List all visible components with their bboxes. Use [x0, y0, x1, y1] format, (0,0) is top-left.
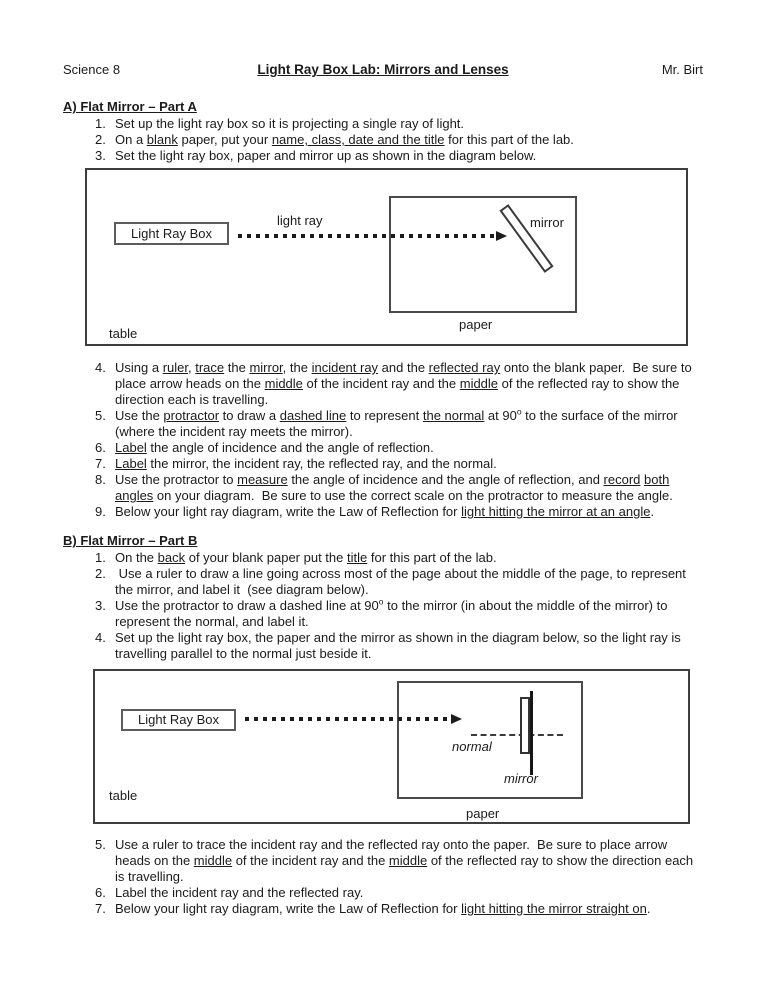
diagram-part-b	[93, 669, 690, 824]
course-label: Science 8	[63, 62, 121, 77]
item-text: Below your light ray diagram, write the Law of Reflection for light hitting the mirror straight on.	[115, 901, 651, 916]
section-a-steps-4-9	[63, 360, 703, 520]
item-number: 6.	[95, 440, 106, 455]
list-item	[63, 360, 703, 408]
light-ray-label: light ray	[277, 213, 323, 228]
item-text: Label the angle of incidence and the angle of reflection.	[115, 440, 434, 455]
item-number: 4.	[95, 630, 106, 645]
list-item	[63, 837, 703, 885]
item-text: On a blank paper, put your name, class, date and the title for this part of the lab.	[115, 132, 574, 147]
list-item	[63, 566, 703, 598]
list-item	[63, 440, 703, 456]
item-text: Use the protractor to draw a dashed line at 90$^o$ to the mirror (in about the middle of the mirror) to represent the normal, and label it.	[115, 596, 668, 629]
mirror-label: mirror	[530, 215, 564, 230]
mirror-label: mirror	[504, 771, 538, 786]
item-number: 7.	[95, 901, 106, 916]
item-text: Using a ruler, trace the mirror, the incident ray and the reflected ray onto the blank paper. Be sure to place arrow heads on the middle of the incident ray and the middle of the reflected ray to show the direction each is travelling.	[115, 360, 692, 407]
list-item	[63, 630, 703, 662]
item-text: Use the protractor to measure the angle of incidence and the angle of reflection, and record both angles on your diagram. Be sure to use the correct scale on the protractor to measure the angle.	[115, 472, 673, 503]
section-a-steps-1-3	[63, 116, 703, 164]
mirror-shape	[520, 697, 530, 754]
item-number: 5.	[95, 408, 106, 423]
list-item	[63, 550, 703, 566]
paper-outline	[389, 196, 577, 313]
item-number: 3.	[95, 148, 106, 163]
section-b-steps-5-7	[63, 837, 703, 917]
light-ray-box: Light Ray Box	[114, 222, 229, 245]
item-number: 6.	[95, 885, 106, 900]
item-text: Set up the light ray box so it is projecting a single ray of light.	[115, 116, 465, 131]
diagram-part-a	[85, 168, 688, 346]
item-text: Set the light ray box, paper and mirror up as shown in the diagram below.	[115, 148, 537, 163]
item-number: 4.	[95, 360, 106, 375]
paper-label: paper	[459, 317, 493, 332]
item-text: Set up the light ray box, the paper and the mirror as shown in the diagram below, so the light ray is travelling parallel to the normal just beside it.	[115, 630, 681, 661]
item-number: 7.	[95, 456, 106, 471]
list-item	[63, 504, 703, 520]
item-number: 3.	[95, 598, 106, 613]
page-title: Light Ray Box Lab: Mirrors and Lenses	[257, 62, 509, 77]
item-text: Label the incident ray and the reflected ray.	[115, 885, 364, 900]
item-number: 2.	[95, 566, 106, 581]
list-item	[63, 472, 703, 504]
item-text: Label the mirror, the incident ray, the reflected ray, and the normal.	[115, 456, 497, 471]
list-item	[63, 116, 703, 132]
normal-label: normal	[452, 739, 492, 754]
mirror-traced-line	[530, 691, 533, 775]
item-number: 8.	[95, 472, 106, 487]
table-label: table	[109, 326, 138, 341]
item-text: On the back of your blank paper put the title for this part of the lab.	[115, 550, 497, 565]
list-item	[63, 408, 703, 440]
item-text: Use a ruler to draw a line going across most of the page about the middle of the page, to represent the mirror, and label it (see diagram below).	[115, 566, 686, 597]
normal-dashed-line	[471, 734, 563, 736]
arrowhead-icon	[496, 231, 507, 241]
paper-label: paper	[466, 806, 500, 821]
arrowhead-icon	[451, 714, 462, 724]
list-item	[63, 132, 703, 148]
item-text: Use a ruler to trace the incident ray and the reflected ray onto the paper. Be sure to place arrow heads on the middle of the incident ray and the middle of the reflected ray to show the direction each is travelling.	[115, 837, 694, 884]
list-item	[63, 456, 703, 472]
section-b-heading: B) Flat Mirror – Part B	[63, 533, 198, 548]
light-ray-dotted-line	[245, 717, 451, 721]
item-number: 9.	[95, 504, 106, 519]
light-ray-box: Light Ray Box	[121, 709, 236, 731]
item-text: Use the protractor to draw a dashed line to represent the normal at 90$^o$ to the surface of the mirror (where the incident ray meets the mirror).	[115, 406, 678, 439]
document-header	[63, 62, 703, 78]
item-number: 1.	[95, 116, 106, 131]
list-item	[63, 885, 703, 901]
list-item	[63, 901, 703, 917]
section-b-steps-1-4	[63, 550, 703, 662]
light-ray-dotted-line	[238, 234, 496, 238]
item-number: 2.	[95, 132, 106, 147]
list-item	[63, 148, 703, 164]
list-item	[63, 598, 703, 630]
item-text: Below your light ray diagram, write the Law of Reflection for light hitting the mirror at an angle.	[115, 504, 655, 519]
item-number: 1.	[95, 550, 106, 565]
teacher-name: Mr. Birt	[661, 62, 703, 77]
item-number: 5.	[95, 837, 106, 852]
section-a-heading: A) Flat Mirror – Part A	[63, 99, 197, 114]
table-label: table	[109, 788, 138, 803]
